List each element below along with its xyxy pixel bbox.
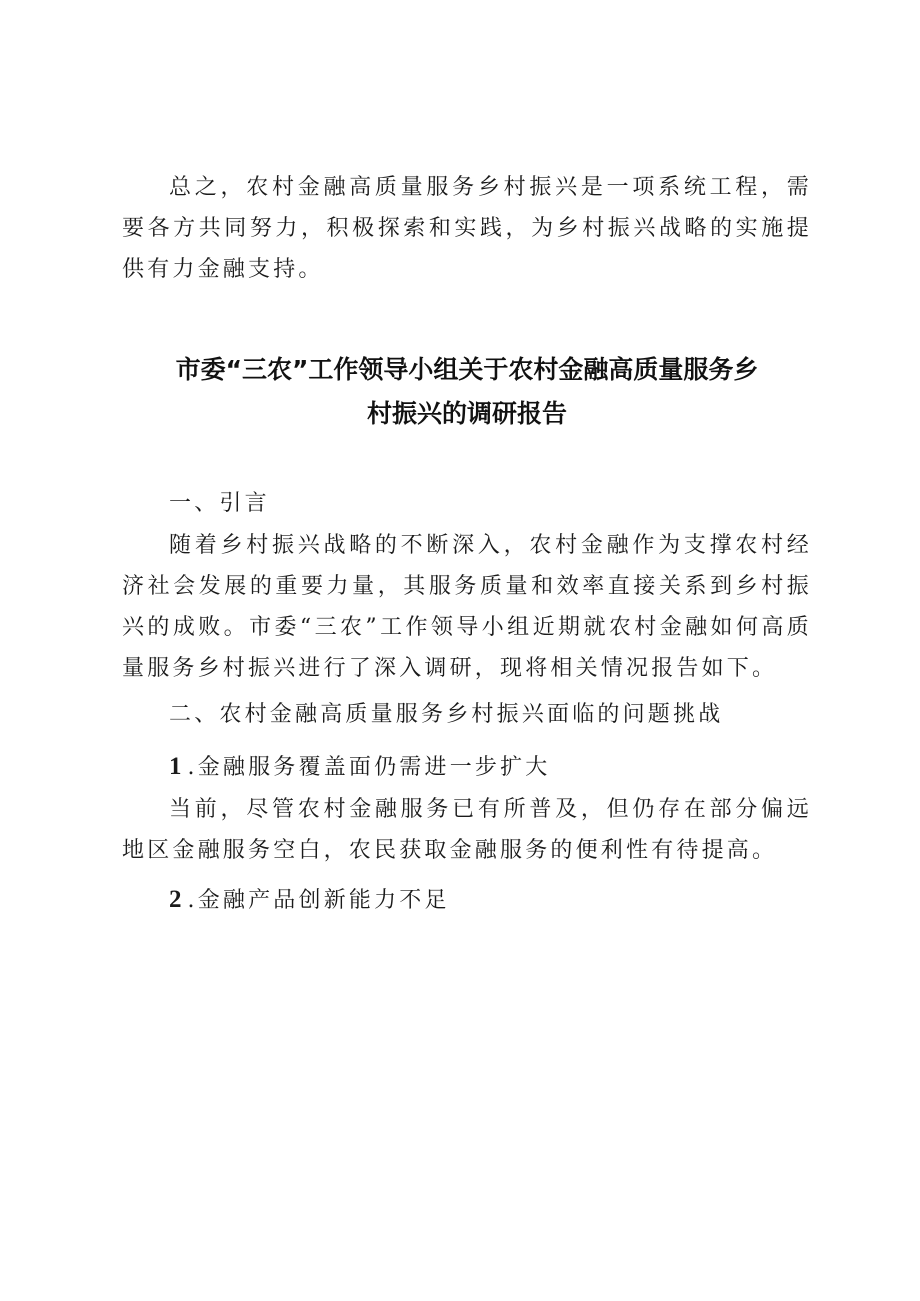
- item-1-heading: [122, 746, 859, 788]
- item-2-label: .金融产品创新能力不足: [187, 888, 450, 913]
- conclusion-paragraph: 总之，农村金融高质量服务乡村振兴是一项系统工程，需要各方共同努力，积极探索和实践，为乡村振兴战略的实施提供有力金融支持。: [122, 175, 812, 282]
- section-2-heading: 二、农村金融高质量服务乡村振兴面临的问题挑战: [169, 702, 724, 727]
- item-1-paragraph: 当前，尽管农村金融服务已有所普及，但仍存在部分偏远地区金融服务空白，农民获取金融服务的便利性有待提高。: [122, 797, 812, 863]
- report-title-line-1: 市委“三农”工作领导小组关于农村金融高质量服务乡: [175, 355, 759, 384]
- report-title-line-2: 村振兴的调研报告: [366, 399, 567, 428]
- section-1-heading: 一、引言: [169, 491, 270, 516]
- intro-paragraph: 随着乡村振兴战略的不断深入，农村金融作为支撑农村经济社会发展的重要力量，其服务质量和效率直接关系到乡村振兴的成败。市委“三农”工作领导小组近期就农村金融如何高质量服务乡村振兴进行了深入调研，现将相关情况报告如下。: [122, 533, 812, 681]
- item-1-label: .金融服务覆盖面仍需进一步扩大: [187, 755, 551, 780]
- report-title: [122, 348, 812, 436]
- item-1-number: 1: [169, 753, 188, 780]
- item-2-number: 2: [169, 886, 188, 913]
- item-2-heading: [122, 879, 859, 921]
